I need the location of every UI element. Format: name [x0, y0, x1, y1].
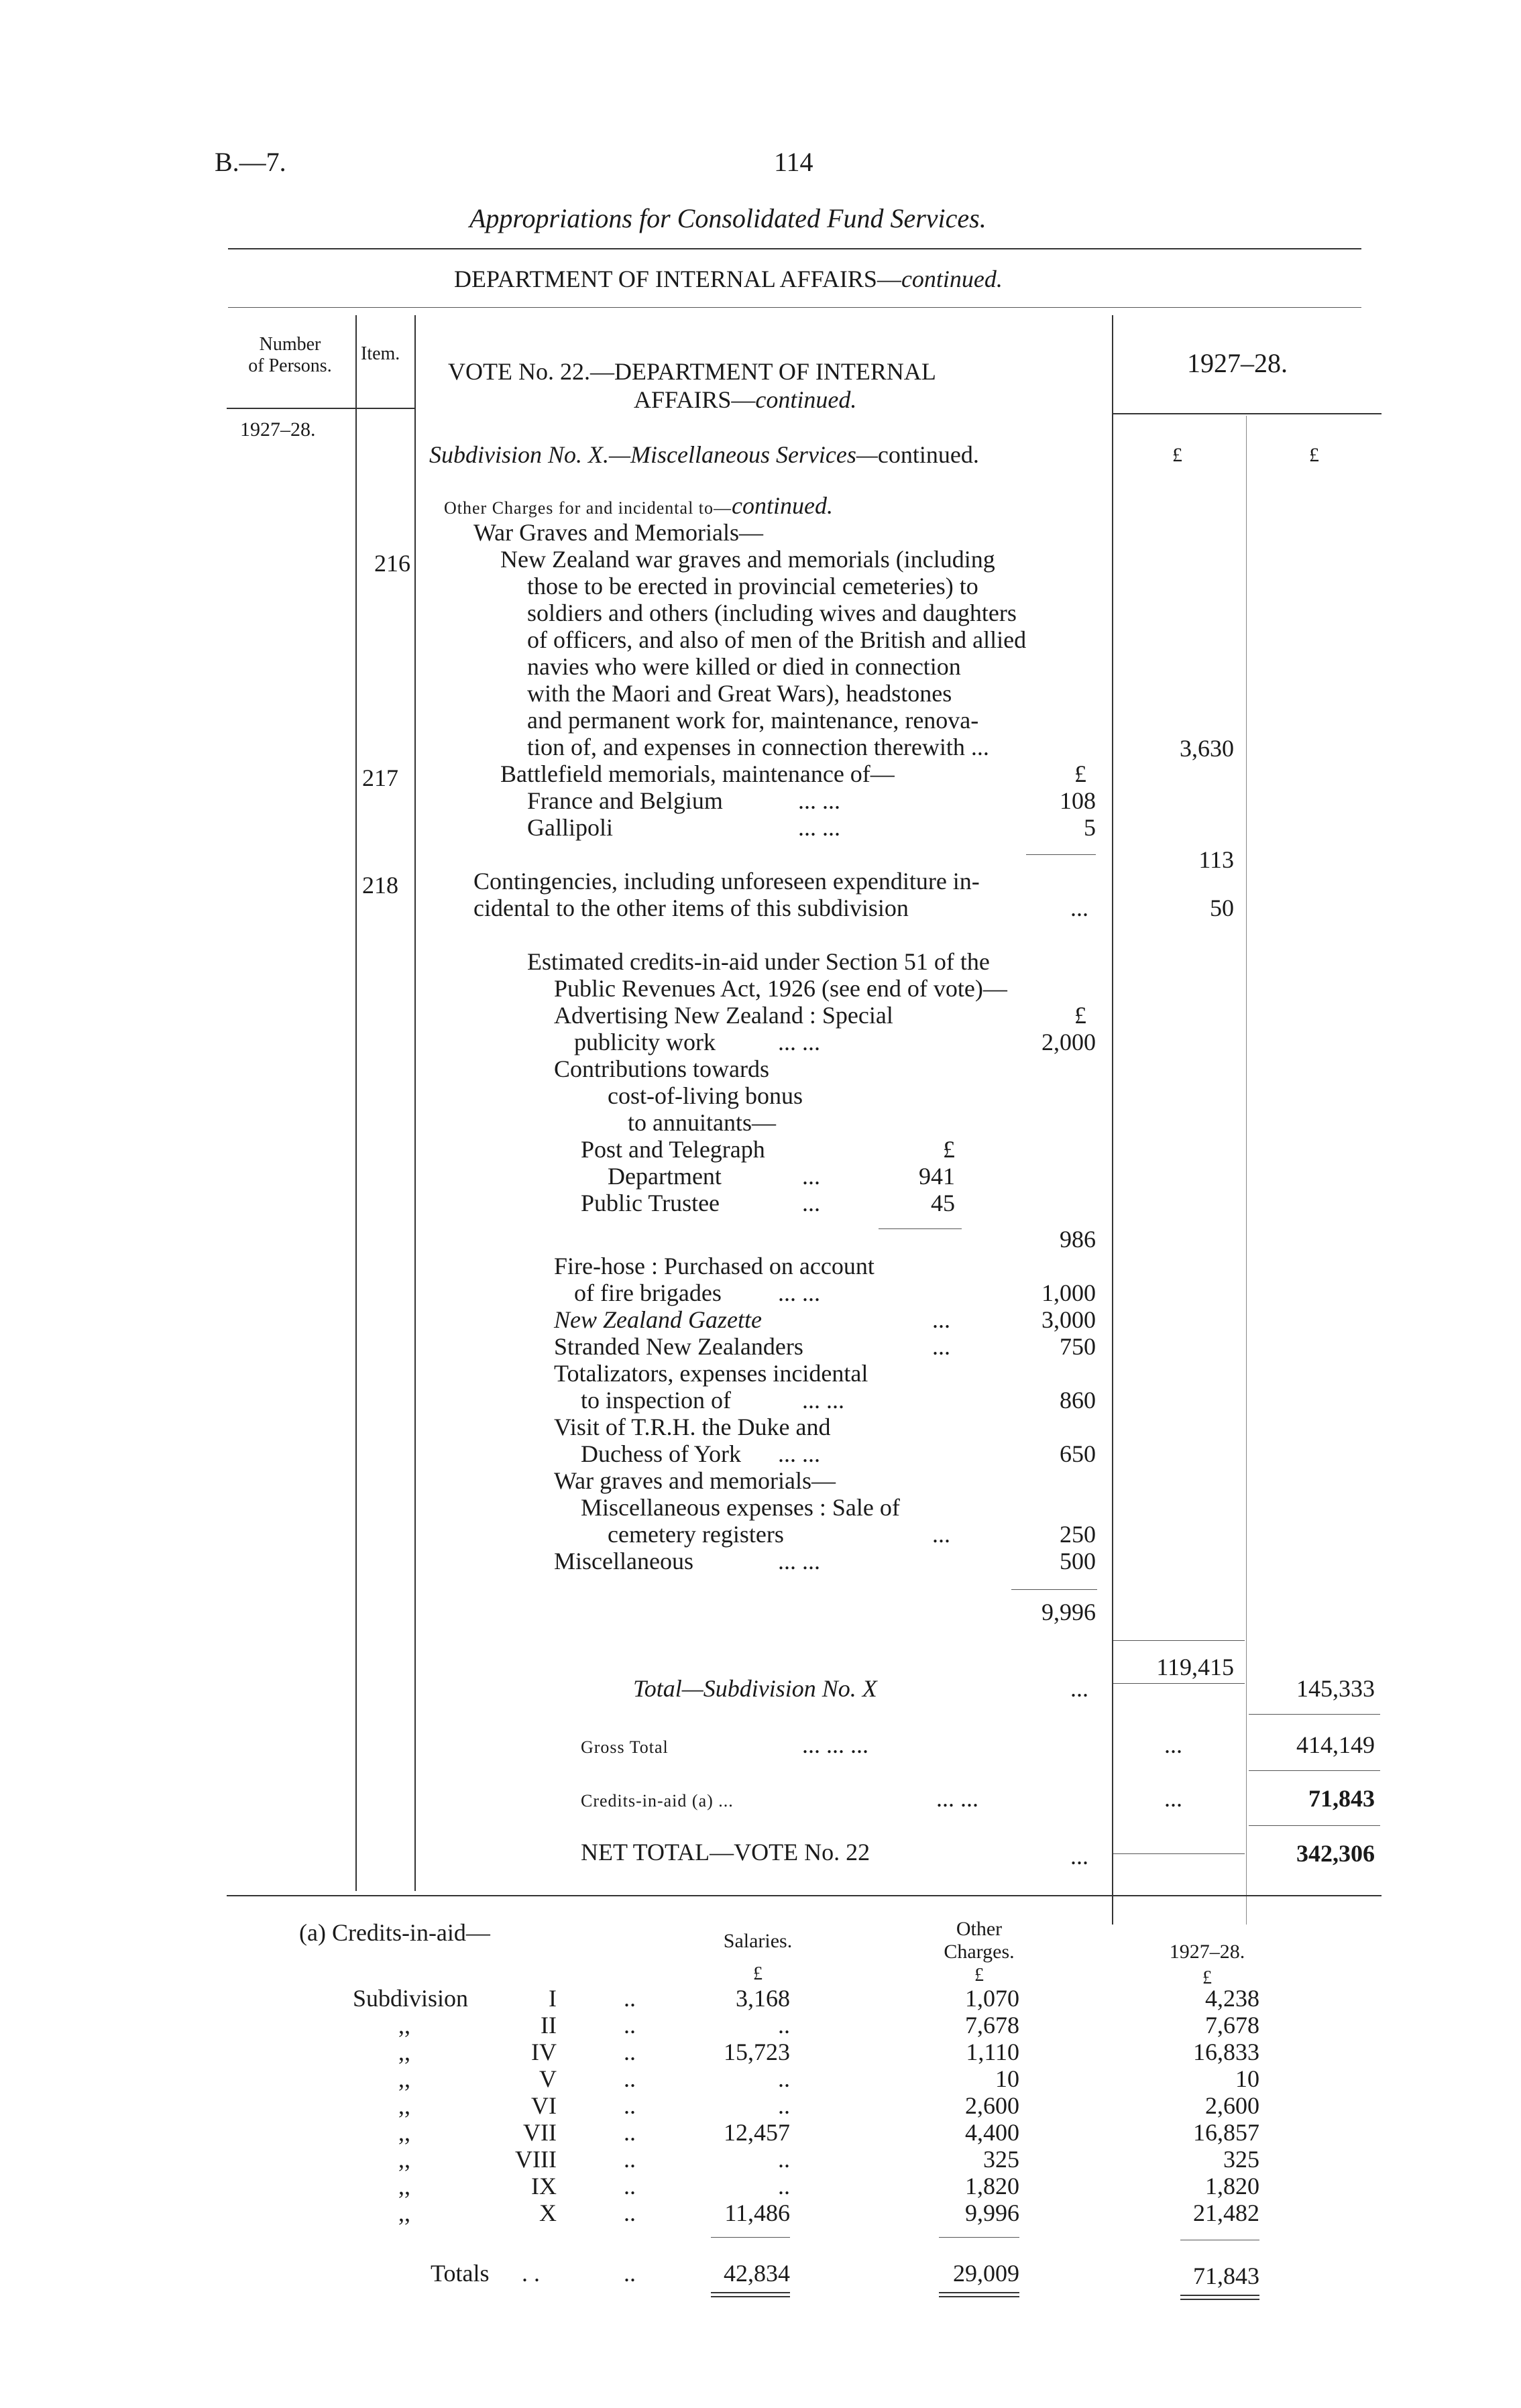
item-216-line-2: those to be erected in provincial cemeteries) to	[527, 573, 978, 599]
footnote-other-double-rule	[939, 2292, 1019, 2297]
fire-hose-line-1: Fire-hose : Purchased on account	[554, 1253, 875, 1279]
totalizators-line-1: Totalizators, expenses incidental	[554, 1360, 868, 1387]
column-rule-item	[414, 315, 416, 1891]
header-year: 1927–28.	[1187, 348, 1288, 378]
row-total: 2,600	[1205, 2092, 1259, 2119]
gazette-amount: 3,000	[1041, 1306, 1096, 1333]
footnote-totals-leader: . .	[522, 2260, 540, 2287]
post-telegraph-pound: £	[943, 1136, 955, 1163]
footnote-pound-other: £	[974, 1965, 984, 1986]
row-salaries: 3,168	[736, 1985, 790, 2012]
totalizators-dots: ... ...	[802, 1387, 844, 1414]
miscellaneous-amount: 500	[1060, 1548, 1096, 1574]
row-total: 21,482	[1193, 2199, 1259, 2226]
net-total-amount: 342,306	[1296, 1840, 1375, 1867]
item-217-amount: 113	[1198, 846, 1234, 873]
row-salaries: ..	[778, 2065, 790, 2092]
advertising-dots: ... ...	[778, 1029, 820, 1055]
public-trustee-dots: ...	[802, 1190, 820, 1216]
row-total: 16,833	[1193, 2039, 1259, 2065]
gallipoli-amount: 5	[1084, 814, 1096, 841]
row-ditto: ,,	[398, 2119, 410, 2146]
item-216-line-5: navies who were killed or died in connection	[527, 653, 961, 680]
credits-in-aid-amount: 71,843	[1308, 1785, 1375, 1812]
gallipoli-dots: ... ...	[798, 814, 840, 841]
row-leader: ..	[624, 2119, 636, 2146]
footnote-col-other: Other Charges.	[944, 1918, 1015, 1963]
item-218-line-2: cidental to the other items of this subdivision	[473, 895, 909, 921]
war-graves-heading: War Graves and Memorials—	[473, 519, 763, 546]
footnote-totals-leader-2: ..	[624, 2260, 636, 2287]
department-heading: DEPARTMENT OF INTERNAL AFFAIRS—continued.	[454, 266, 1003, 292]
footnote-totals-other: 29,009	[953, 2260, 1019, 2287]
war-graves-credits-dots: ...	[932, 1521, 950, 1548]
item-216-amount: 3,630	[1180, 735, 1234, 762]
post-telegraph-dots: ...	[802, 1163, 820, 1190]
other-charges-heading: Other Charges for and incidental to—continued.	[444, 492, 833, 519]
net-total-dots: ...	[1070, 1843, 1088, 1870]
france-belgium-label: France and Belgium	[527, 787, 723, 814]
footnote-year-double-rule	[1180, 2295, 1259, 2300]
item-216-line-6: with the Maori and Great Wars), headstones	[527, 680, 952, 707]
row-salaries: ..	[778, 2173, 790, 2199]
subdivision-total-amount: 145,333	[1296, 1675, 1375, 1702]
column-rule-persons	[355, 315, 357, 1891]
net-total-rule	[1249, 1825, 1380, 1826]
row-leader: ..	[624, 2012, 636, 2039]
row-total: 325	[1223, 2146, 1259, 2173]
public-trustee-amount: 45	[931, 1190, 955, 1216]
credits-intro-line-2: Public Revenues Act, 1926 (see end of vote)—	[554, 975, 1007, 1002]
footnote-col-salaries: Salaries.	[723, 1930, 793, 1952]
france-belgium-dots: ... ...	[798, 787, 840, 814]
totalizators-line-2: to inspection of	[581, 1387, 731, 1414]
row-ditto: ,,	[398, 2012, 410, 2039]
row-other: 1,070	[965, 1985, 1019, 2012]
page-title: Appropriations for Consolidated Fund Services.	[469, 203, 987, 233]
gazette-dots: ...	[932, 1306, 950, 1333]
row-leader: ..	[624, 2065, 636, 2092]
row-leader: ..	[624, 2173, 636, 2199]
item-218-line-1: Contingencies, including unforeseen expenditure in-	[473, 868, 980, 895]
row-other: 2,600	[965, 2092, 1019, 2119]
row-sub: IX	[531, 2173, 557, 2199]
stranded-label: Stranded New Zealanders	[554, 1333, 803, 1360]
contributions-total: 986	[1060, 1226, 1096, 1253]
item-216-line-8: tion of, and expenses in connection therewith ...	[527, 734, 989, 760]
stranded-amount: 750	[1060, 1333, 1096, 1360]
department-rule	[228, 307, 1361, 308]
persons-year: 1927–28.	[240, 418, 316, 441]
row-other: 325	[983, 2146, 1019, 2173]
war-graves-credits-line-2: Miscellaneous expenses : Sale of	[581, 1494, 900, 1521]
row-leader: ..	[624, 2146, 636, 2173]
row-total: 7,678	[1205, 2012, 1259, 2039]
footnote-totals-label: Totals	[431, 2260, 490, 2287]
table-bottom-rule	[227, 1895, 1382, 1896]
item-number-217: 217	[362, 764, 398, 791]
miscellaneous-label: Miscellaneous	[554, 1548, 693, 1574]
fire-hose-dots: ... ...	[778, 1279, 820, 1306]
gross-total-label: Gross Total	[581, 1737, 669, 1757]
war-graves-credits-line-1: War graves and memorials—	[554, 1467, 836, 1494]
footnote-salaries-rule	[711, 2237, 790, 2238]
gross-total-rule	[1249, 1714, 1380, 1715]
contributions-line-2: cost-of-living bonus	[608, 1082, 803, 1109]
item-216-line-7: and permanent work for, maintenance, renova-	[527, 707, 979, 734]
advertising-pound: £	[1074, 1002, 1086, 1029]
row-ditto: ,,	[398, 2065, 410, 2092]
credits-in-aid-label: Credits-in-aid (a) ...	[581, 1791, 734, 1811]
post-telegraph-line-2: Department	[608, 1163, 722, 1190]
subdivision-total-rule	[1113, 1683, 1245, 1684]
other-charges-total: 119,415	[1156, 1654, 1234, 1680]
persons-header-rule	[227, 408, 355, 409]
public-trustee-label: Public Trustee	[581, 1190, 720, 1216]
fire-hose-amount: 1,000	[1041, 1279, 1096, 1306]
row-sub: V	[539, 2065, 557, 2092]
item-216-line-1: New Zealand war graves and memorials (including	[500, 546, 995, 573]
footnote-heading: (a) Credits-in-aid—	[299, 1919, 490, 1946]
credits-in-aid-dots-col: ...	[1164, 1785, 1182, 1812]
net-total-rule-left	[1113, 1853, 1245, 1854]
row-sub: X	[539, 2199, 557, 2226]
gross-total-dots-col: ...	[1164, 1731, 1182, 1758]
row-ditto: ,,	[398, 2146, 410, 2173]
row-total: 4,238	[1205, 1985, 1259, 2012]
royal-visit-dots: ... ...	[778, 1440, 820, 1467]
royal-visit-line-1: Visit of T.R.H. the Duke and	[554, 1414, 831, 1440]
pound-sign-col2: £	[1309, 444, 1319, 466]
stranded-dots: ...	[932, 1333, 950, 1360]
row-leader: ..	[624, 2039, 636, 2065]
other-charges-total-rule	[1113, 1640, 1245, 1641]
row-salaries: ..	[778, 2146, 790, 2173]
subdivision-total-dots: ...	[1070, 1675, 1088, 1702]
page-reference: B.—7.	[215, 147, 286, 177]
item-header-rule	[357, 408, 414, 409]
vote-title-line1: VOTE No. 22.—DEPARTMENT OF INTERNAL	[448, 358, 936, 385]
column-rule-amounts-inner	[1246, 416, 1247, 1925]
row-sub: VIII	[515, 2146, 557, 2173]
row-salaries: 15,723	[724, 2039, 790, 2065]
credits-in-aid-dots: ... ...	[936, 1785, 978, 1812]
item-217-text: Battlefield memorials, maintenance of—	[500, 760, 895, 787]
row-leader: ..	[624, 1985, 636, 2012]
row-ditto: ,,	[398, 2173, 410, 2199]
page-number: 114	[774, 147, 813, 177]
row-other: 9,996	[965, 2199, 1019, 2226]
post-telegraph-line-1: Post and Telegraph	[581, 1136, 765, 1163]
advertising-line-1: Advertising New Zealand : Special	[554, 1002, 893, 1029]
header-number-of-persons: Number of Persons.	[248, 334, 332, 376]
item-216-line-4: of officers, and also of men of the British and allied	[527, 626, 1027, 653]
row-sub: VI	[531, 2092, 557, 2119]
row-salaries: ..	[778, 2012, 790, 2039]
advertising-amount: 2,000	[1041, 1029, 1096, 1055]
miscellaneous-dots: ... ...	[778, 1548, 820, 1574]
item-number-216: 216	[374, 550, 410, 577]
row-other: 7,678	[965, 2012, 1019, 2039]
year-header-rule	[1113, 413, 1382, 414]
footnote-totals-year: 71,843	[1193, 2262, 1259, 2289]
credits-intro-line-1: Estimated credits-in-aid under Section 51 of the	[527, 948, 990, 975]
footnote-col-year: 1927–28.	[1169, 1941, 1245, 1963]
row-sub: I	[549, 1985, 557, 2012]
contributions-line-3: to annuitants—	[628, 1109, 776, 1136]
footnote-pound-year: £	[1202, 1967, 1212, 1988]
row-sub: II	[541, 2012, 557, 2039]
item-number-218: 218	[362, 872, 398, 899]
war-graves-credits-line-3: cemetery registers	[608, 1521, 784, 1548]
contributions-line-1: Contributions towards	[554, 1055, 769, 1082]
subdivision-word: Subdivision	[353, 1985, 469, 2012]
totalizators-amount: 860	[1060, 1387, 1096, 1414]
gazette-label: New Zealand Gazette	[554, 1306, 762, 1333]
credits-total-rule	[1011, 1589, 1097, 1590]
advertising-line-2: publicity work	[574, 1029, 716, 1055]
row-other: 1,110	[966, 2039, 1019, 2065]
net-total-label: NET TOTAL—VOTE No. 22	[581, 1839, 870, 1866]
item-218-dots: ...	[1070, 895, 1088, 921]
title-rule	[228, 248, 1361, 249]
item-217-subtotal-rule	[1026, 854, 1096, 855]
footnote-salaries-double-rule	[711, 2292, 790, 2297]
gallipoli-label: Gallipoli	[527, 814, 613, 841]
royal-visit-line-2: Duchess of York	[581, 1440, 742, 1467]
row-other: 1,820	[965, 2173, 1019, 2199]
footnote-pound-salaries: £	[753, 1963, 763, 1984]
item-216-line-3: soldiers and others (including wives and daughters	[527, 599, 1017, 626]
pound-sign-col1: £	[1172, 444, 1182, 466]
item-217-pound: £	[1074, 760, 1086, 787]
gross-total-amount: 414,149	[1296, 1731, 1375, 1758]
gross-total-dots: ... ... ...	[802, 1731, 868, 1758]
fire-hose-line-2: of fire brigades	[574, 1279, 722, 1306]
row-salaries: ..	[778, 2092, 790, 2119]
credits-detail-total: 9,996	[1041, 1599, 1096, 1625]
row-leader: ..	[624, 2199, 636, 2226]
subdivision-heading: Subdivision No. X.—Miscellaneous Services—continued.	[429, 441, 979, 468]
row-salaries: 12,457	[724, 2119, 790, 2146]
row-other: 4,400	[965, 2119, 1019, 2146]
footnote-totals-salaries: 42,834	[724, 2260, 790, 2287]
row-ditto: ,,	[398, 2039, 410, 2065]
row-total: 16,857	[1193, 2119, 1259, 2146]
row-leader: ..	[624, 2092, 636, 2119]
france-belgium-amount: 108	[1060, 787, 1096, 814]
contributions-subtotal-rule	[879, 1228, 962, 1229]
row-sub: IV	[531, 2039, 557, 2065]
item-218-amount: 50	[1210, 895, 1234, 921]
post-telegraph-amount: 941	[919, 1163, 955, 1190]
row-total: 10	[1235, 2065, 1259, 2092]
row-salaries: 11,486	[724, 2199, 790, 2226]
row-sub: VII	[523, 2119, 557, 2146]
row-other: 10	[995, 2065, 1019, 2092]
row-ditto: ,,	[398, 2199, 410, 2226]
footnote-other-rule	[939, 2237, 1019, 2238]
row-total: 1,820	[1205, 2173, 1259, 2199]
credits-in-aid-rule	[1249, 1770, 1380, 1771]
subdivision-total-label: Total—Subdivision No. X	[633, 1675, 877, 1702]
royal-visit-amount: 650	[1060, 1440, 1096, 1467]
row-ditto: ,,	[398, 2092, 410, 2119]
vote-title-line2: AFFAIRS—continued.	[634, 386, 857, 413]
header-item: Item.	[361, 343, 400, 364]
war-graves-credits-amount: 250	[1060, 1521, 1096, 1548]
